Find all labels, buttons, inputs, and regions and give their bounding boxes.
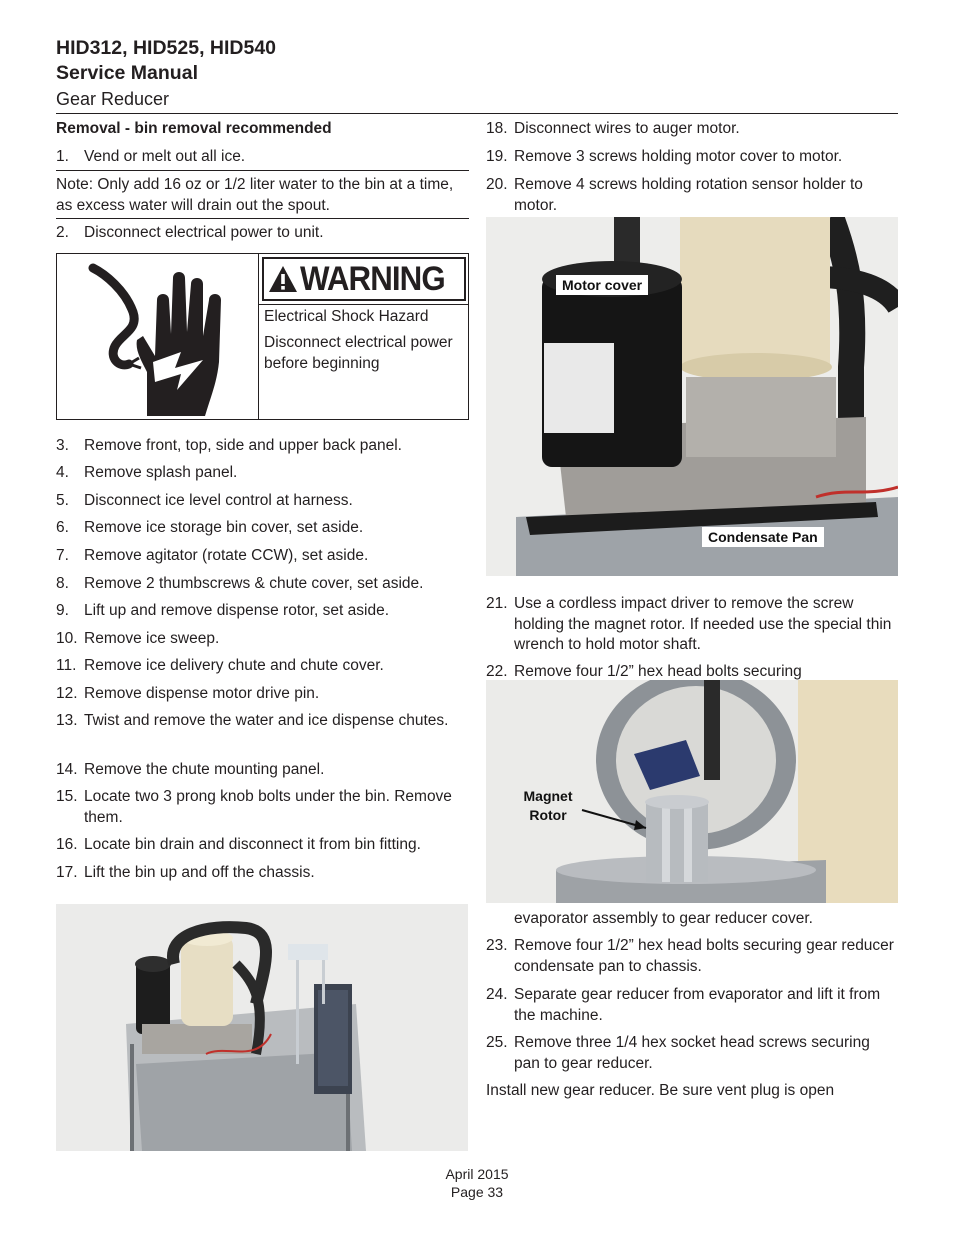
motor-cover-label: Motor cover: [556, 275, 648, 295]
step-item: [56, 835, 469, 856]
closing-instruction: Install new gear reducer. Be sure vent plug is open: [486, 1082, 835, 1099]
step-number: 13.: [56, 712, 78, 729]
step-number: 6.: [56, 519, 69, 536]
step-item: [486, 985, 898, 1026]
step-item: [56, 656, 469, 677]
step-number: 15.: [56, 788, 78, 805]
step-item: [56, 787, 469, 828]
step-number: 12.: [56, 685, 78, 702]
step-text: Disconnect electrical power to unit.: [84, 224, 324, 241]
step-text: Remove 4 screws holding rotation sensor holder to motor.: [514, 176, 863, 214]
step-text: Remove four 1/2” hex head bolts securing gear reducer condensate pan to chassis.: [514, 937, 894, 975]
step-text: Disconnect ice level control at harness.: [84, 492, 353, 509]
step-text: Disconnect wires to auger motor.: [514, 120, 740, 137]
step-number: 17.: [56, 864, 78, 881]
step-text: Remove splash panel.: [84, 464, 238, 481]
hazard-text: Electrical Shock Hazard: [264, 308, 429, 325]
step-item: [56, 601, 469, 622]
warning-triangle-icon: [268, 265, 298, 293]
step-item: [56, 518, 469, 539]
step-text: Remove ice sweep.: [84, 630, 220, 647]
step-2: [56, 223, 469, 244]
step-text: Locate two 3 prong knob bolts under the bin. Remove them.: [84, 788, 452, 826]
warning-separator: [259, 304, 468, 305]
step-number: 7.: [56, 547, 69, 564]
step-1: [56, 147, 469, 168]
step-text: Remove ice storage bin cover, set aside.: [84, 519, 364, 536]
step-number: 25.: [486, 1034, 508, 1051]
step-21: [486, 594, 898, 656]
step-item: [486, 1033, 898, 1074]
step-number: 19.: [486, 148, 508, 165]
step-item: [56, 491, 469, 512]
step-text: Twist and remove the water and ice dispense chutes.: [84, 712, 449, 729]
step-text: Remove front, top, side and upper back panel.: [84, 437, 402, 454]
step-number: 1.: [56, 148, 69, 165]
magnet-rotor-photo: [486, 680, 898, 903]
warning-signal-word: [262, 257, 466, 301]
step-text: Locate bin drain and disconnect it from bin fitting.: [84, 836, 421, 853]
step-item: [56, 546, 469, 567]
note-text: Note: Only add 16 oz or 1/2 liter water to the bin at a time, as excess water will drain out the spout.: [56, 176, 454, 214]
step-number: 18.: [486, 120, 508, 137]
machine-chassis-photo: [56, 904, 468, 1151]
motor-cover-photo: [486, 217, 898, 576]
step-number: 3.: [56, 437, 69, 454]
step-text: Remove the chute mounting panel.: [84, 761, 325, 778]
magnet-rotor-label: [514, 787, 582, 825]
step-text: Remove 3 screws holding motor cover to motor.: [514, 148, 843, 165]
step-number: 24.: [486, 986, 508, 1003]
magnet-rotor-label-line1: Magnet: [523, 788, 573, 804]
model-title: HID312, HID525, HID540: [56, 37, 277, 59]
step-item: [56, 863, 469, 884]
step-text: Remove dispense motor drive pin.: [84, 685, 320, 702]
manual-title: Service Manual: [56, 62, 198, 84]
footer-date: April 2015: [445, 1166, 509, 1182]
step-number: 8.: [56, 575, 69, 592]
step-text: Remove four 1/2” hex head bolts securing: [514, 663, 802, 680]
divider: [56, 170, 469, 171]
step-number: 22.: [486, 663, 508, 680]
hazard-instruction: Disconnect electrical power before beginning: [264, 334, 453, 372]
step-text: Separate gear reducer from evaporator and lift it from the machine.: [514, 986, 881, 1024]
step-text: Remove agitator (rotate CCW), set aside.: [84, 547, 369, 564]
step-item: [56, 711, 469, 732]
step-item: [56, 629, 469, 650]
section-title: Gear Reducer: [56, 89, 170, 109]
footer-page-number: Page 33: [450, 1184, 504, 1200]
step-text: Remove three 1/4 hex socket head screws securing pan to gear reducer.: [514, 1034, 870, 1072]
step-number: 10.: [56, 630, 78, 647]
step-item: [486, 119, 898, 140]
step-item: [56, 436, 469, 457]
step-text: Lift the bin up and off the chassis.: [84, 864, 315, 881]
step-number: 20.: [486, 176, 508, 193]
header-rule: [56, 113, 898, 114]
step-number: 21.: [486, 595, 508, 612]
step-item: [486, 936, 898, 977]
step-number: 4.: [56, 464, 69, 481]
step-item: [56, 684, 469, 705]
removal-heading: Removal - bin removal recommended: [56, 120, 332, 137]
step-number: 14.: [56, 761, 78, 778]
step-number: 23.: [486, 937, 508, 954]
step-text: Use a cordless impact driver to remove the screw holding the magnet rotor. If needed use the special thin wrench to hold motor shaft.: [514, 595, 892, 653]
step-text: Remove ice delivery chute and chute cover.: [84, 657, 384, 674]
step-22-continued: evaporator assembly to gear reducer cover.: [514, 910, 813, 927]
step-item: [56, 463, 469, 484]
step-number: 11.: [56, 657, 77, 674]
step-text: Vend or melt out all ice.: [84, 148, 246, 165]
step-text: Lift up and remove dispense rotor, set aside.: [84, 602, 390, 619]
magnet-rotor-label-line2: Rotor: [529, 807, 567, 823]
step-item: [56, 574, 469, 595]
step-number: 9.: [56, 602, 69, 619]
step-item: [56, 760, 469, 781]
electrical-shock-hand-icon: [85, 260, 235, 418]
divider: [56, 218, 469, 219]
step-number: 5.: [56, 492, 69, 509]
step-item: [486, 147, 898, 168]
warning-word: WARNING: [300, 260, 445, 298]
chassis-photo-illustration: [56, 904, 468, 1151]
step-number: 2.: [56, 224, 69, 241]
step-text: Remove 2 thumbscrews & chute cover, set aside.: [84, 575, 424, 592]
condensate-pan-label: Condensate Pan: [702, 527, 824, 547]
step-number: 16.: [56, 836, 78, 853]
warning-divider: [258, 254, 259, 419]
warning-box: [56, 253, 469, 420]
step-item: [486, 175, 898, 216]
motor-photo-illustration: [486, 217, 898, 576]
